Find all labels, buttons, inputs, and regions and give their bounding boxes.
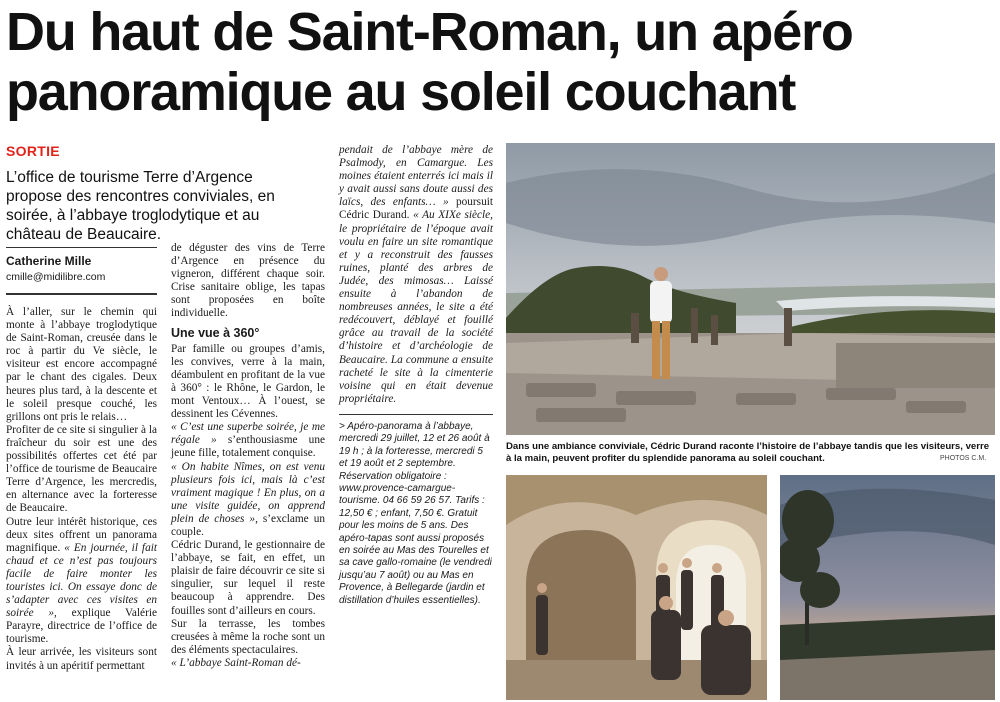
- quote: « En journée, il fait chaud et ce n’est pas toujours facile de faire monter les touristes ici. On essaye donc de s’adapter avec ces visites en soirée »: [6, 541, 157, 620]
- quote: « C’est une superbe soirée, je me régale »: [171, 421, 325, 447]
- paragraph-text: , explique Valérie Parayre, directrice de l’office de tourisme.: [6, 607, 157, 646]
- paragraph: [339, 144, 493, 406]
- paragraph: Profiter de ce site si singulier à la fraîcheur du soir est une des possibilités offertes cet été par l’office de tourisme de Beaucaire Terre d’Argence, les mercredis, en alternance avec la forteresse de Beaucaire.: [6, 423, 157, 515]
- subheading: Une vue à 360°: [171, 325, 260, 340]
- cave-photo: [506, 475, 767, 700]
- headline-line-1: Du haut de Saint-Roman, un apéro: [6, 2, 853, 62]
- photo-credit: PHOTOS C.M.: [940, 455, 987, 462]
- photo-caption: Dans une ambiance conviviale, Cédric Durand raconte l’histoire de l’abbaye tandis que les visiteurs, verre à la main, peuvent profiter du splendide panorama au soleil couchant.: [506, 441, 990, 464]
- paragraph-text: s’enthousiasme une jeune fille, totalement conquise.: [171, 434, 325, 460]
- headline-line-2: panoramique au soleil couchant: [6, 62, 796, 122]
- paragraph: À l’aller, sur le chemin qui monte à l’abbaye troglodytique de Saint-Roman, creusée dans le roc à partir du Ve siècle, le visiteur est encore accompagné par le chant des cigales. Deux heures plus tard, à la descente et le soleil presque couché, les grillons ont pris le relais…: [6, 306, 157, 423]
- info-divider: [339, 414, 493, 415]
- column-3: [339, 144, 493, 607]
- column-1: [6, 306, 157, 673]
- author-top-rule: [6, 247, 157, 248]
- quote: pendait de l’abbaye mère de Psalmody, en Camargue. Les moines étaient enterrés ici mais il y avait aussi sans doute aussi des laïcs, des enfants… »: [339, 144, 493, 209]
- paragraph: À leur arrivée, les visiteurs sont invités à un apéritif permettant: [6, 646, 157, 672]
- paragraph-text: poursuit Cédric Durand.: [339, 196, 493, 222]
- headline: [6, 2, 996, 122]
- author-email[interactable]: cmille@midilibre.com: [6, 271, 106, 283]
- quote: « On habite Nîmes, on est venu plusieurs fois ici, mais là c’est vraiment magique ! En plus, on a une visite guidée, on apprend plein de choses »: [171, 460, 325, 525]
- paragraph-text: , s’exclame un couple.: [171, 512, 325, 538]
- paragraph: Sur la terrasse, les tombes creusées à même la roche sont un des éléments spectaculaires.: [171, 617, 325, 656]
- quote: « Au XIXe siècle, le propriétaire de l’époque avait voulu en faire un site romantique et y a reconstruit des fausses ruines, planté des arbres de Judée, des mimosas… Laissé ensuite à l’abandon de nombreuses années, le site a été redécouvert, déblayé et fouillé grâce au travail de la société d’histoire et d’archéologie de Beaucaire. La commune a ensuite racheté le site à la cimenterie voisine qui en était devenue propriétaire.: [339, 209, 494, 405]
- paragraph: [6, 516, 157, 647]
- paragraph: [171, 421, 325, 460]
- section-kicker: SORTIE: [6, 143, 60, 159]
- author-name: Catherine Mille: [6, 254, 92, 268]
- paragraph: Par famille ou groupes d’amis, les convives, verre à la main, déambulent en profitant de la vue à 360° : le Rhône, le Gardon, le mont Ventoux… À l’ouest, se dessinent les Cévennes.: [171, 342, 325, 421]
- paragraph-text: Outre leur intérêt historique, ces deux sites offrent un panorama magnifique.: [6, 515, 157, 554]
- practical-info: > Apéro-panorama à l’abbaye, mercredi 29 juillet, 12 et 26 août à 19 h ; à la forteresse, mercredi 5 et 19 août et 2 septembre. Réservation obligatoire : www.provence-camargue-tourisme. 04 66 59 26 57. Tarifs : 12,50 € ; enfant, 7,50 €. Gratuit pour les moins de 5 ans. Des apéro-tapas sont aussi proposés en soirée au Mas des Tourelles et sa cave gallo-romaine (le vendredi jusqu’au 7 août) ou au Mas en Provence, à Bellegarde (jardin et distillation d’huiles essentielles).: [339, 420, 492, 606]
- standfirst: L’office de tourisme Terre d’Argence propose des rencontres conviviales, en soirée, à l’abbaye troglodytique et au château de Beaucaire.: [6, 169, 275, 243]
- column-2: [171, 242, 325, 670]
- paragraph: [171, 461, 325, 540]
- main-photo: [506, 143, 995, 435]
- author-bottom-rule: [6, 293, 157, 295]
- paragraph: de déguster des vins de Terre d’Argence en présence du vigneron, différent chaque soir. Crise sanitaire oblige, les tapas sont proposées en boîte individuelle.: [171, 242, 325, 320]
- paragraph: Cédric Durand, le gestionnaire de l’abbaye, se fait, en effet, un plaisir de faire découvrir ce site si singulier, sur lequel il reste beaucoup à apprendre. Des fouilles sont d’ailleurs en cours.: [171, 539, 325, 617]
- sunset-photo: [780, 475, 995, 700]
- paragraph: « L’abbaye Saint-Roman dé-: [171, 656, 301, 669]
